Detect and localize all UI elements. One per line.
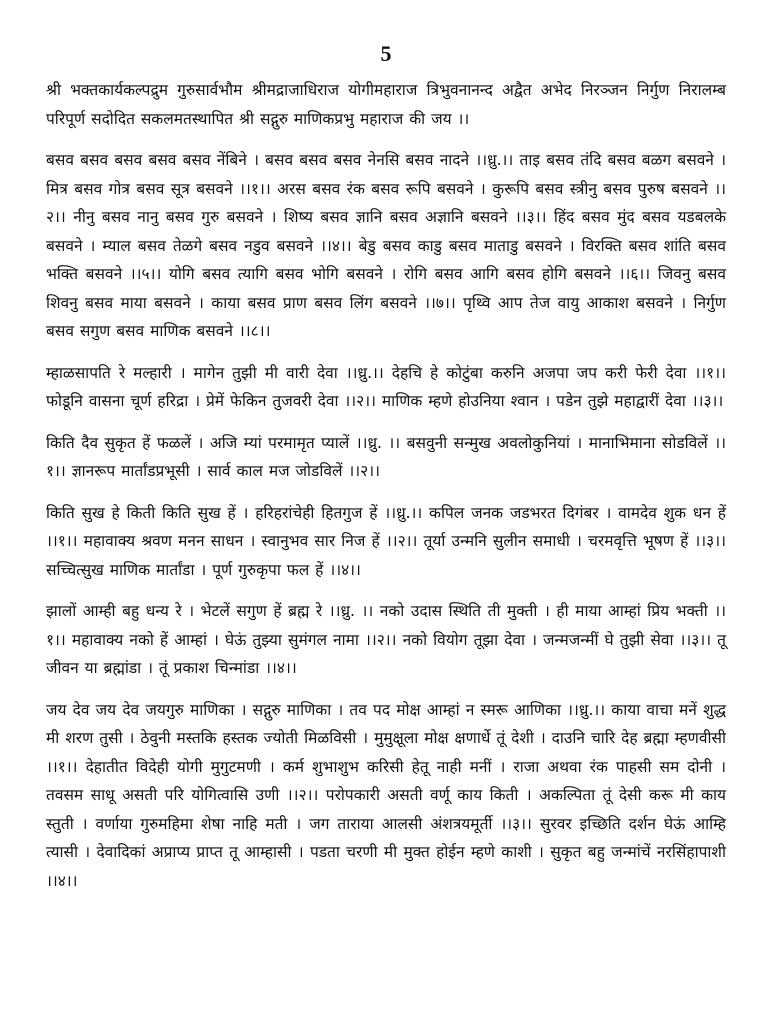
page-number: 5 [380, 41, 392, 66]
kiti-daiv-song-paragraph: किति दैव सुकृत हें फळलें । अजि म्यां परमामृत प्यालें ।।ध्रु. ।। बसवुनी सन्मुख अवलोकुनियां । मानाभिमाना सोडविलें ।।१।। ज्ञानरूप मार्तांडप्रभूसी । सार्व काल मज जोडविलें ।।२।। [46, 433, 726, 480]
aarti-paragraph: जय देव जय देव जयगुरु माणिका । सद्गुरु माणिका । तव पद मोक्ष आम्हां न स्मरू आणिका ।।ध्रु.।। काया वाचा मनें शुद्ध मी शरण तुसी । ठेवुनी मस्तकि हस्तक ज्योती मिळविसी । मुमुक्षूला मोक्ष क्षणार्धे तूं देशी । दाउनि चारि देह ब्रह्मा म्हणवीसी ।।१।। देहातीत विदेही योगी मुगुटमणी । कर्म शुभाशुभ करिसी हेतू नाही मनीं । राजा अथवा रंक पाहसी सम दोनी । तवसम साधू असती परि योगित्वासि उणी ।।२।। परोपकारी असती वर्णू काय किती । अकल्पिता तूं देसी करू मी काय स्तुती । वर्णाया गुरुमहिमा शेषा नाहि मती । जग ताराया आलसी अंशत्रयमूर्ती ।।३।। सुरवर इच्छिति दर्शन घेऊं आम्हि त्यासी । देवादिकां अप्राप्य प्राप्त तू आम्हासी । पडता चरणी मी मुक्त होईन म्हणे काशी । सुकृत बहु जन्मांचें नरसिंहापाशी ।।४।। [46, 700, 726, 890]
kiti-sukh-song-paragraph: किति सुख हे किती किति सुख हें । हरिहरांचेही हितगुज हें ।।ध्रु.।। कपिल जनक जडभरत दिगंबर । वामदेव शुक धन हें ।।१।। महावाक्य श्रवण मनन साधन । स्वानुभव सार निज हें ।।२।। तूर्या उन्मनि सुलीन समाधी । चरमवृत्ति भूषण हें ।।३।। सच्चित्सुख माणिक मार्तांडा । पूर्ण गुरुकृपा फल हें ।।४।। [46, 503, 726, 579]
document-page [46, 40, 726, 908]
basava-song-paragraph: बसव बसव बसव बसव बसव नेंबिने । बसव बसव बसव नेनसि बसव नादने ।।ध्रु.।। ताइ बसव तंदि बसव बळग बसवने । मित्र बसव गोत्र बसव सूत्र बसवने ।।१।। अरस बसव रंक बसव रूपि बसवने । कुरूपि बसव स्त्रीनु बसव पुरुष बसवने ।।२।। नीनु बसव नानु बसव गुरु बसवने । शिष्य बसव ज्ञानि बसव अज्ञानि बसवने ।।३।। हिंद बसव मुंद बसव यडबलके बसवने । म्याल बसव तेळगे बसव नडुव बसवने ।।४।। बेडु बसव काडु बसव माताडु बसवने । विरक्ति बसव शांति बसव भक्ति बसवने ।।५।। योगि बसव त्यागि बसव भोगि बसवने । रोगि बसव आगि बसव होगि बसवने ।।६।। जिवनु बसव शिवनु बसव माया बसवने । काया बसव प्राण बसव लिंग बसवने ।।७।। पृथ्वि आप तेज वायु आकाश बसवने । निर्गुण बसव सगुण बसव माणिक बसवने ।।८।। [46, 151, 726, 340]
mhalsapati-song-paragraph: म्हाळसापति रे मल्हारी । मागेन तुझी मी वारी देवा ।।ध्रु.।। देहचि हे कोटुंबा करुनि अजपा जप करी फेरी देवा ।।१।। फोडूनि वासना चूर्ण हरिद्रा । प्रेमें फेकिन तुजवरी देवा ।।२।। माणिक म्हणे होउनिया श्वान । पडेन तुझे महाद्वारीं देवा ।।३।। [46, 363, 726, 410]
zalo-amhi-song-paragraph: झालों आम्ही बहु धन्य रे । भेटलें सगुण हें ब्रह्म रे ।।ध्रु. ।। नको उदास स्थिति ती मुक्ती । ही माया आम्हां प्रिय भक्ती ।।१।। महावाक्य नको हें आम्हां । घेऊं तुझ्या सुमंगल नामा ।।२।। नको वियोग तूझा देवा । जन्मजन्मीं घे तुझी सेवा ।।३।। तू जीवन या ब्रह्मांडा । तूं प्रकाश चिन्मांडा ।।४।। [46, 602, 726, 677]
invocation-paragraph: श्री भक्तकार्यकल्पद्रुम गुरुसार्वभौम श्रीमद्राजाधिराज योगीमहाराज त्रिभुवनानन्द अद्वैत अभेद निरञ्जन निर्गुण निरालम्ब परिपूर्ण सदोदित सकलमतस्थापित श्री सद्गुरु माणिकप्रभु महाराज की जय ।। [46, 81, 726, 128]
